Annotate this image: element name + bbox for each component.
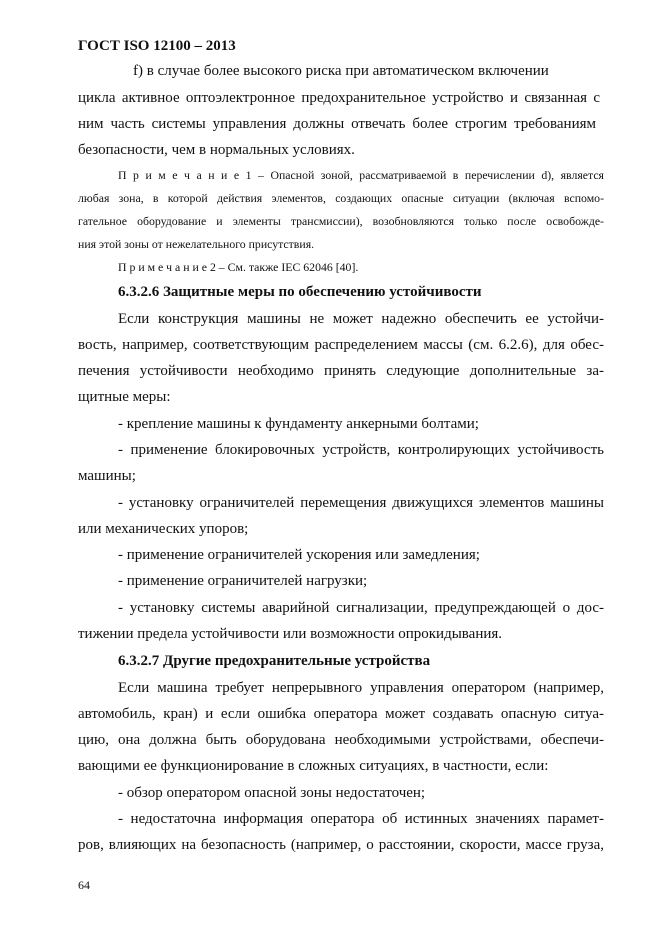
list-item: - установку ограничителей перемещения движущихся элементов машины [118, 495, 604, 511]
list-item: - установку системы аварийной сигнализации, предупреждающей о дос- [118, 600, 604, 616]
paragraph-line: цию, она должна быть оборудована необходимыми устройствами, обеспечи- [78, 732, 604, 748]
list-item: - недостаточна информация оператора об истинных значениях парамет- [118, 811, 604, 827]
list-item: - применение ограничителей нагрузки; [118, 573, 368, 589]
paragraph-line: ним часть системы управления должны отвечать более строгим требованиям [78, 116, 596, 132]
paragraph-line: Если конструкция машины не может надежно обеспечить ее устойчи- [118, 311, 604, 327]
page-number: 64 [78, 878, 90, 892]
list-item-continuation: машины; [78, 468, 136, 484]
list-item: - применение ограничителей ускорения или замедления; [118, 547, 480, 563]
note-1-line: П р и м е ч а н и е 1 – Опасной зоной, рассматриваемой в перечислении d), является [118, 168, 604, 182]
section-heading-6-3-2-7: 6.3.2.7 Другие предохранительные устройства [118, 653, 431, 669]
paragraph-line: печения устойчивости необходимо принять следующие дополнительные за- [78, 363, 604, 379]
note-2: П р и м е ч а н и е 2 – См. также IEC 62046 [40]. [118, 260, 359, 274]
paragraph-line: автомобиль, кран) и если ошибка оператора может создавать опасную ситуа- [78, 706, 604, 722]
list-item-continuation: или механических упоров; [78, 521, 249, 537]
note-1-line: ния этой зоны от нежелательного присутствия. [78, 237, 315, 251]
note-1-line: любая зона, в которой действия элементов, создающих опасные ситуации (включая вспомо- [78, 191, 604, 205]
paragraph-line: вающими ее функционирование в сложных ситуациях, в частности, если: [78, 758, 549, 774]
list-item: - применение блокировочных устройств, контролирующих устойчивость [118, 442, 604, 458]
document-header: ГОСТ ISO 12100 – 2013 [78, 38, 236, 54]
paragraph-line: безопасности, чем в нормальных условиях. [78, 142, 355, 158]
list-item: - крепление машины к фундаменту анкерными болтами; [118, 416, 479, 432]
paragraph-line: щитные меры: [78, 389, 171, 405]
list-item-f-line: f) в случае более высокого риска при автоматическом включении [133, 63, 549, 79]
section-heading-6-3-2-6: 6.3.2.6 Защитные меры по обеспечению устойчивости [118, 284, 482, 300]
list-item: - обзор оператором опасной зоны недостаточен; [118, 785, 426, 801]
paragraph-line: цикла активное оптоэлектронное предохранительное устройство и связанная с [78, 90, 600, 106]
paragraph-line: вость, например, соответствующим распределением массы (см. 6.2.6), для обес- [78, 337, 604, 353]
note-1-line: гательное оборудование и элементы трансмиссии), возобновляются только после освобожде- [78, 214, 604, 228]
paragraph-line: Если машина требует непрерывного управления оператором (например, [118, 680, 604, 696]
list-item-continuation: тижении предела устойчивости или возможности опрокидывания. [78, 626, 503, 642]
list-item-continuation: ров, влияющих на безопасность (например, о расстоянии, скорости, массе груза, [78, 837, 604, 853]
